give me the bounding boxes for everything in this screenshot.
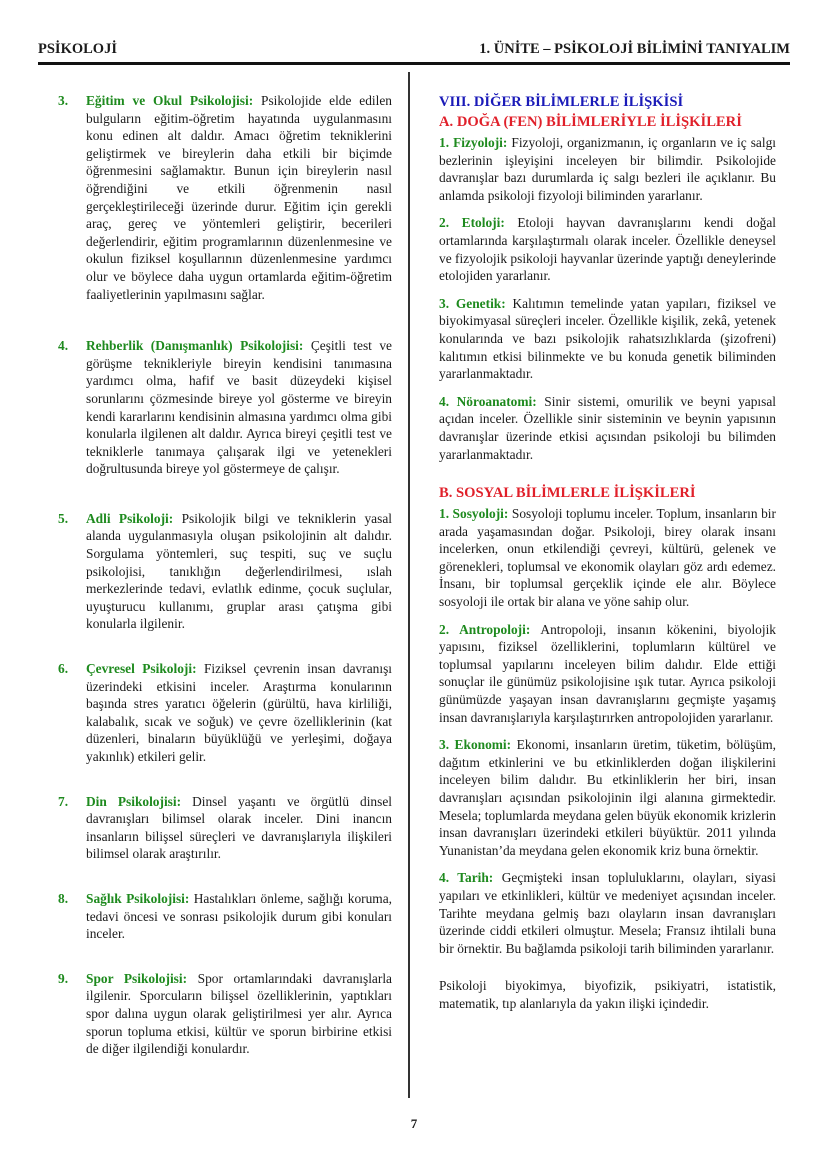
left-column	[58, 92, 392, 1080]
list-item-saglik-psikolojisi	[58, 890, 392, 943]
item-term: 3. Genetik:	[439, 295, 506, 311]
item-text: Sinir sistemi, omurilik ve beyni yapısal açıdan inceler. Özellikle sinir sisteminin ve beynin yapısının davranışlar üzerinde etkisi açısından psikoloji bu bilimden yararlanmaktadır.	[439, 393, 776, 462]
item-text: Fiziksel çevrenin insan davranışı üzerindeki etkisini inceler. Araştırma konularının başında stres yaratıcı öğelerin (gürültü, hava kirliliği, kalabalık, sıcak ve soğuk) ve çevre özelliklerinin (kat düzenleri, binaların büyüklüğü ve yerleşimi, doğaya yakınlık) etkileri gelir.	[86, 661, 392, 764]
item-number: 5.	[58, 510, 69, 526]
paragraph-fizyoloji	[439, 134, 776, 204]
header-unit-title: 1. ÜNİTE – PSİKOLOJİ BİLİMİNİ TANIYALIM	[479, 41, 790, 57]
item-term: Sağlık Psikolojisi:	[86, 890, 190, 906]
paragraph-closing: Psikoloji biyokimya, biyofizik, psikiyatri, istatistik, matematik, tıp alanlarıyla da yakın ilişki içindedir.	[439, 978, 776, 1011]
item-text: Spor ortamlarındaki davranışlarla ilgilenir. Sporcuların bilişsel özelliklerinin, yaptıkları spor dalına uygun olarak geliştirilmesi yer alır. Ayrıca sporun topluma etkisi, kültür ve sporun birbirine etkisi de diğer ilgilendiği konulardır.	[86, 970, 392, 1057]
right-column	[439, 92, 776, 1023]
item-text: Sosyoloji toplumu inceler. Toplum, insanların bir arada yaşamasından doğar. Psikoloji, birey olarak insanı incelerken, onun etkilendiği çevreyi, kültürü, gelenek ve görenekleri, toplumsal ve ekonomik olayları göz ardı edemez. İnsanı, bir toplumsal gerçeklik içinde ele alır. Böylece sosyoloji ile ortak bir alana ve yöne sahip olur.	[439, 506, 776, 610]
item-term: 4. Tarih:	[439, 870, 494, 886]
header-subject: PSİKOLOJİ	[38, 41, 117, 57]
paragraph-genetik	[439, 295, 776, 383]
item-term: 3. Ekonomi:	[439, 737, 512, 753]
section-title-main: VIII. DİĞER BİLİMLERLE İLİŞKİSİ	[439, 94, 684, 110]
item-number: 9.	[58, 970, 69, 986]
section-title-nature-sciences: A. DOĞA (FEN) BİLİMLERİYLE İLİŞKİLERİ	[439, 114, 742, 130]
item-term: Adli Psikoloji:	[86, 510, 174, 526]
list-item-adli-psikoloji	[58, 510, 392, 633]
list-item-cevresel-psikoloji	[58, 660, 392, 766]
item-text: Antropoloji, insanın kökenini, biyolojik yapısını, fiziksel özelliklerini, toplumların kültürel ve toplumsal yapılarını inceleyen bilim dalıdır. Elde ettiği sonuçlar ile günümüz psikolojisine ışık tutar. Ayrıca psikoloji günümüzde yaşayan insan davranışlarını geçmişte yaşamış insan davranışlarıyla karşılaştırırken antropolojiden yararlanır.	[439, 621, 776, 725]
list-item-din-psikolojisi	[58, 793, 392, 863]
item-number: 8.	[58, 890, 69, 906]
column-divider	[408, 72, 410, 1098]
item-number: 7.	[58, 793, 69, 809]
item-number: 4.	[58, 338, 69, 354]
page-number: 7	[410, 1116, 418, 1131]
item-text: Etoloji hayvan davranışlarını kendi doğal ortamlarında karşılaştırmalı olarak inceler. Özellikle deneysel ve fizyolojik psikoloji hayvanlar üzerinde yaptığı deneylerinde etolojiden yararlanır.	[439, 215, 776, 284]
item-term: 2. Antropoloji:	[439, 621, 531, 637]
paragraph-noroanatomi	[439, 393, 776, 463]
item-text: Çeşitli test ve görüşme teknikleriyle bireyin kendisini tanımasına yardımcı olma, hafif ve basit düzeydeki kişisel sorunlarını çözmesinde bireye yol gösterme ve bireyin kendi kararlarını kendisinin almasına yardımcı olma gibi konularla ilgilenen alt daldır. Ayrıca bireyi çeşitli test ve tekniklerle tanımaya çalışarak ilgi ve yetenekleri doğrultusunda bireye yol göstermeye de çalışır.	[86, 338, 392, 477]
item-text: Geçmişteki insan topluluklarını, olayları, siyasi yapıları ve etkinlikleri, kültür ve medeniyet açısından inceler. Tarihte meydana gelmiş bazı olayların insan davranışları üzerinde ciddi etkileri olmuştur. Mesela; Fransız ihtilali buna bir örnektir. Bu bağlamda psikoloji tarih biliminden yararlanır.	[439, 870, 776, 956]
paragraph-antropoloji	[439, 621, 776, 727]
item-text: Kalıtımın temelinde yatan yapıları, fiziksel ve biyokimyasal süreçleri inceler. Özellikle kişilik, zekâ, yetenek konularında ve bazı psikolojik rahatsızlıklarda (şizofreni) kalıtımın etkisi bilinmekte ve bu konuda genetik biliminden yararlanmaktadır.	[439, 295, 776, 382]
paragraph-tarih	[439, 869, 776, 957]
item-number: 6.	[58, 661, 69, 677]
section-title-social-sciences: B. SOSYAL BİLİMLERLE İLİŞKİLERİ	[439, 485, 696, 502]
item-term: 4. Nöroanatomi:	[439, 393, 537, 409]
item-text: Psikolojide elde edilen bulguların eğitim-öğretim hayatında uygulanmasını konu edinen alt daldır. Amacı öğretim tekniklerini geliştirmek ve bireylerin daha etkili bir biçimde öğrenmesini sağlamaktır. Bunun için bireylerin nasıl öğrendiğini ve etkili öğrenmenin nasıl gerçekleştirileceği üzerinde durur. Eğitim için gerekli araç, gereç ve yöntemleri geliştirir, becerileri değerlendirir, eğitim programlarının düzenlenmesine ve okulun fiziksel koşullarının düzenlenmesine yardımcı olur ve böylece daha uygun ortamlarda eğitim-öğretim faaliyetlerinin yapılmasını sağlar.	[86, 93, 392, 302]
paragraph-etoloji	[439, 214, 776, 284]
list-item-egitim-psikolojisi	[58, 92, 392, 303]
item-term: 2. Etoloji:	[439, 215, 505, 231]
page-header	[38, 38, 790, 58]
item-term: 1. Fizyoloji:	[439, 135, 508, 150]
item-text: Fizyoloji, organizmanın, iç organların ve iç salgı bezlerinin işleyişini inceleyen bir bilimdir. Psikolojide davranışlar bazı durumlarda iç salgı bezleri ile açıklanır. Bu anlamda psikoloji fizyoloji biliminden yararlanır.	[439, 135, 776, 203]
item-text: Dinsel yaşantı ve örgütlü dinsel davranışları bilimsel olarak inceler. Dini inancın insanların bilişsel süreçleri ve davranışlarıyla ilişkileri bilimsel olarak araştırılır.	[86, 793, 392, 862]
item-term: Din Psikolojisi:	[86, 793, 182, 809]
item-term: 1. Sosyoloji:	[439, 506, 509, 522]
item-term: Çevresel Psikoloji:	[86, 661, 197, 677]
item-term: Spor Psikolojisi:	[86, 970, 188, 986]
item-text: Psikolojik bilgi ve tekniklerin yasal alanda uygulanmasıyla oluşan psikolojinin alt dalıdır. Sorgulama yöntemleri, suç tespiti, suç ve suçlu psikolojisi, tanıklığın değerlendirilmesi, ıslah merkezlerinde tedavi, evlatlık edinme, çocuk suçlular, uyuşturucu kullanımı, gruplar arası çatışma gibi konularla ilgilenir.	[86, 510, 392, 632]
item-term: Eğitim ve Okul Psikolojisi:	[86, 93, 254, 108]
paragraph-sosyoloji	[439, 505, 776, 611]
item-text: Hastalıkları önleme, sağlığı koruma, tedavi öncesi ve sonrası psikolojik durum gibi konuları inceler.	[86, 890, 392, 942]
item-term: Rehberlik (Danışmanlık) Psikolojisi:	[86, 338, 304, 354]
item-number: 3.	[58, 93, 69, 108]
list-item-spor-psikolojisi	[58, 970, 392, 1058]
item-text: Ekonomi, insanların üretim, tüketim, bölüşüm, dağıtım etkinlerini ve bu etkinliklerden doğan ilişkilerini inceleyen bilim dalıdır. Bu etkinliklerin her biri, insan davranışları açısından psikolojinin ilgi alanına girmektedir. Mesela; toplumlarda meydana gelen büyük ekonomik krizlerin insan davranışları üzerindeki etkileri büyüktür. 2011 yılında Yunanistan’da meydana gelen ekonomik kriz buna örnektir.	[439, 737, 776, 858]
list-item-rehberlik-psikolojisi	[58, 337, 392, 478]
paragraph-ekonomi	[439, 736, 776, 859]
header-rule	[38, 62, 790, 65]
